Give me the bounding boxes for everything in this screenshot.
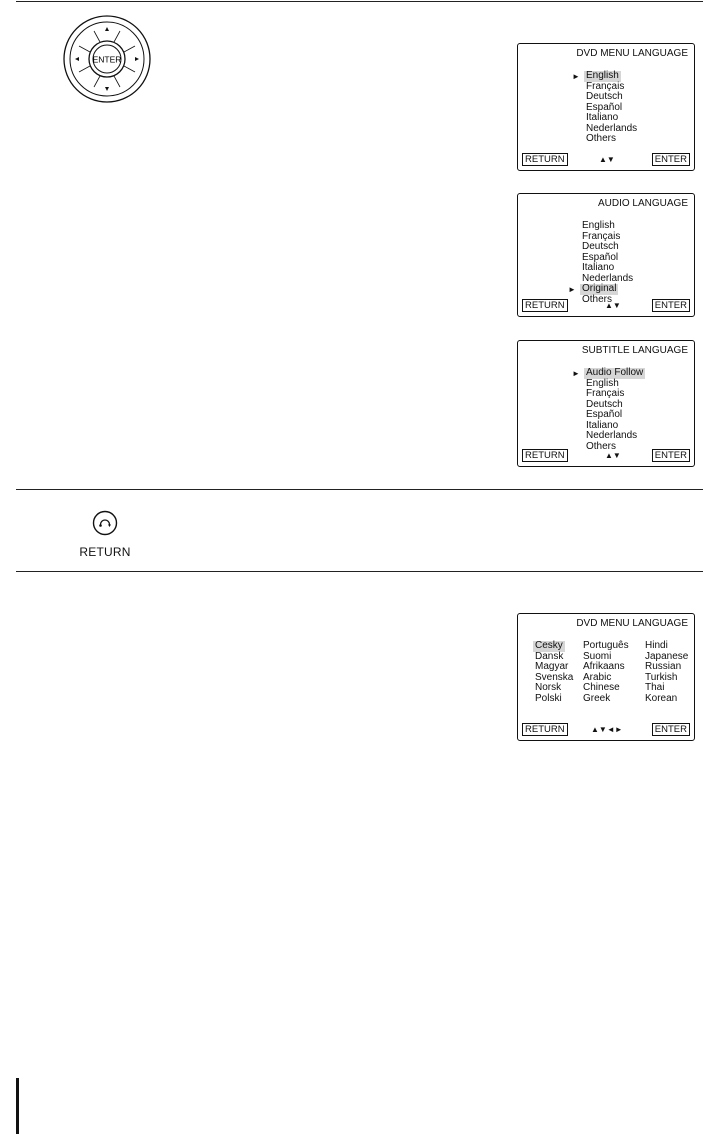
return-key: RETURN <box>522 153 568 166</box>
return-key: RETURN <box>522 449 568 462</box>
return-icon <box>92 510 118 536</box>
list-item[interactable]: Thai <box>645 682 665 693</box>
list-item[interactable]: Turkish <box>645 671 678 683</box>
list-item[interactable]: Hindi <box>645 640 668 651</box>
language-list <box>568 220 635 305</box>
list-item[interactable]: Deutsch <box>586 91 623 102</box>
list-item[interactable]: Polski <box>535 692 562 704</box>
return-key: RETURN <box>522 299 568 312</box>
osd-title: SUBTITLE LANGUAGE <box>581 345 688 356</box>
up-down-arrows-icon: ▲▼ <box>599 155 615 164</box>
list-item[interactable]: Cesky <box>535 640 563 651</box>
top-rule <box>16 1 703 2</box>
list-item[interactable]: Français <box>586 388 625 399</box>
page-edge-bar <box>16 1078 19 1134</box>
list-item[interactable]: ► English <box>572 70 619 81</box>
enter-key: ENTER <box>652 299 690 312</box>
up-down-arrows-icon: ▲▼ <box>605 301 621 310</box>
list-item[interactable]: Arabic <box>583 671 612 683</box>
remote-dpad <box>62 14 152 104</box>
list-item[interactable]: Deutsch <box>586 398 623 410</box>
list-item[interactable]: Greek <box>583 692 611 704</box>
list-item[interactable]: Others <box>586 440 617 452</box>
enter-button-label: ENTER <box>92 54 122 65</box>
list-item[interactable]: Deutsch <box>582 241 619 252</box>
list-item[interactable]: English <box>586 377 619 389</box>
up-down-arrows-icon: ▲▼ <box>605 451 621 460</box>
cursor-icon: ► <box>568 285 576 294</box>
osd-title: AUDIO LANGUAGE <box>597 198 688 209</box>
return-key: RETURN <box>522 723 568 736</box>
language-list <box>572 70 639 145</box>
list-item[interactable]: Dansk <box>535 650 564 662</box>
four-way-arrows-icon: ▲▼◄► <box>591 725 623 734</box>
list-item[interactable]: Español <box>586 101 623 113</box>
list-item[interactable]: Suomi <box>583 650 612 662</box>
section-rule-1 <box>16 489 703 490</box>
language-column <box>643 641 691 704</box>
osd-subtitle-language <box>517 340 695 467</box>
list-item[interactable]: Nederlands <box>586 430 638 441</box>
list-item[interactable]: Norsk <box>535 682 562 693</box>
osd-title: DVD MENU LANGUAGE <box>576 618 688 629</box>
list-item[interactable]: Afrikaans <box>583 661 625 672</box>
language-list <box>572 367 645 452</box>
osd-title: DVD MENU LANGUAGE <box>576 48 688 59</box>
list-item[interactable]: Italiano <box>586 112 619 123</box>
list-item[interactable]: English <box>582 220 615 231</box>
list-item[interactable]: Korean <box>645 692 678 704</box>
cursor-icon: ► <box>572 369 580 378</box>
list-item[interactable]: Español <box>582 251 619 263</box>
list-item[interactable]: Français <box>582 230 621 242</box>
list-item[interactable]: Español <box>586 409 623 420</box>
osd-audio-language <box>517 193 695 317</box>
enter-key: ENTER <box>652 153 690 166</box>
list-item[interactable]: Chinese <box>583 682 620 693</box>
list-item[interactable]: Russian <box>645 661 682 672</box>
list-item[interactable]: Français <box>586 80 625 92</box>
osd-dvd-menu-language <box>517 43 695 171</box>
list-item[interactable]: Italiano <box>586 419 619 431</box>
list-item[interactable]: Português <box>583 640 629 651</box>
return-button <box>75 510 135 559</box>
list-item[interactable]: Others <box>582 293 613 305</box>
list-item[interactable]: Italiano <box>582 262 615 273</box>
language-grid <box>533 641 691 704</box>
language-column <box>533 641 581 704</box>
list-item[interactable]: Others <box>586 133 617 144</box>
list-item[interactable]: Japanese <box>645 650 689 662</box>
enter-key: ENTER <box>652 449 690 462</box>
list-item[interactable]: Magyar <box>535 661 569 672</box>
list-item[interactable]: Nederlands <box>586 122 638 134</box>
return-label: RETURN <box>79 545 131 559</box>
osd-dvd-menu-language-others <box>517 613 695 741</box>
list-item[interactable]: Nederlands <box>582 272 634 284</box>
section-rule-2 <box>16 571 703 572</box>
enter-key: ENTER <box>652 723 690 736</box>
list-item[interactable]: ► Original <box>568 283 617 294</box>
cursor-icon: ► <box>572 72 580 81</box>
list-item[interactable]: Svenska <box>535 671 574 683</box>
language-column <box>581 641 643 704</box>
list-item[interactable]: ► Audio Follow <box>572 367 644 378</box>
